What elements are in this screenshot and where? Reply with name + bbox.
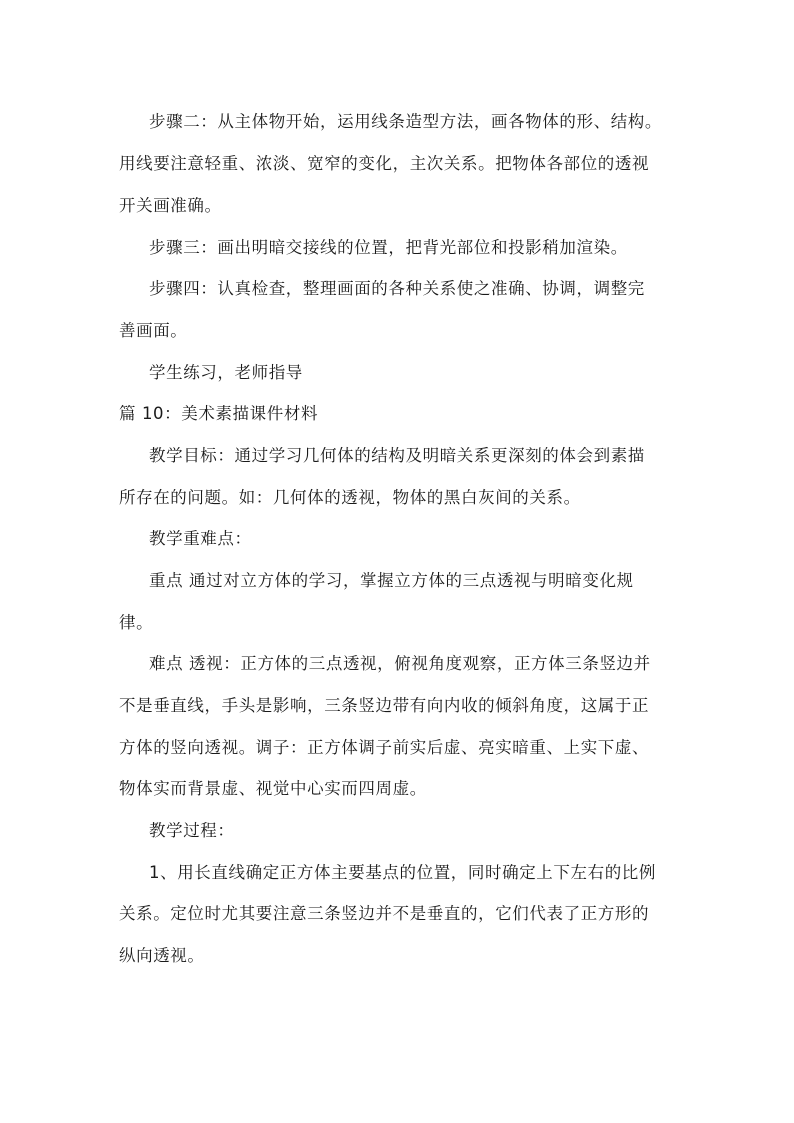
paragraph-line: 教学过程：: [149, 821, 235, 840]
section-heading: 篇 10：美术素描课件材料: [119, 404, 319, 423]
paragraph-line: 教学重难点：: [149, 529, 252, 548]
paragraph-line: 律。: [119, 613, 154, 632]
paragraph-line: 开关画准确。: [119, 196, 222, 215]
paragraph-line: 所存在的问题。如：几何体的透视，物体的黑白灰间的关系。: [119, 488, 581, 507]
paragraph-line: 物体实而背景虚、视觉中心实而四周虚。: [119, 779, 427, 798]
paragraph-line: 步骤二：从主体物开始，运用线条造型方法，画各物体的形、结构。: [149, 112, 662, 131]
paragraph-line: 学生练习，老师指导: [149, 363, 303, 382]
paragraph-line: 1、用长直线确定正方体主要基点的位置，同时确定上下左右的比例: [149, 863, 656, 882]
paragraph-line: 用线要注意轻重、浓淡、宽窄的变化，主次关系。把物体各部位的透视: [119, 154, 650, 173]
paragraph-line: 关系。定位时尤其要注意三条竖边并不是垂直的，它们代表了正方形的: [119, 904, 650, 923]
paragraph-line: 步骤四：认真检查，整理画面的各种关系使之准确、协调，调整完: [149, 279, 645, 298]
paragraph-line: 步骤三：画出明暗交接线的位置，把背光部位和投影稍加渲染。: [149, 238, 628, 257]
paragraph-line: 重点 通过对立方体的学习，掌握立方体的三点透视与明暗变化规: [149, 571, 634, 590]
paragraph-line: 不是垂直线，手头是影响，三条竖边带有向内收的倾斜角度，这属于正: [119, 696, 650, 715]
paragraph-line: 教学目标：通过学习几何体的结构及明暗关系更深刻的体会到素描: [149, 446, 645, 465]
paragraph-line: 善画面。: [119, 321, 188, 340]
paragraph-line: 方体的竖向透视。调子：正方体调子前实后虚、亮实暗重、上实下虚、: [119, 738, 650, 757]
paragraph-line: 纵向透视。: [119, 946, 205, 965]
paragraph-line: 难点 透视：正方体的三点透视，俯视角度观察，正方体三条竖边并: [149, 654, 651, 673]
